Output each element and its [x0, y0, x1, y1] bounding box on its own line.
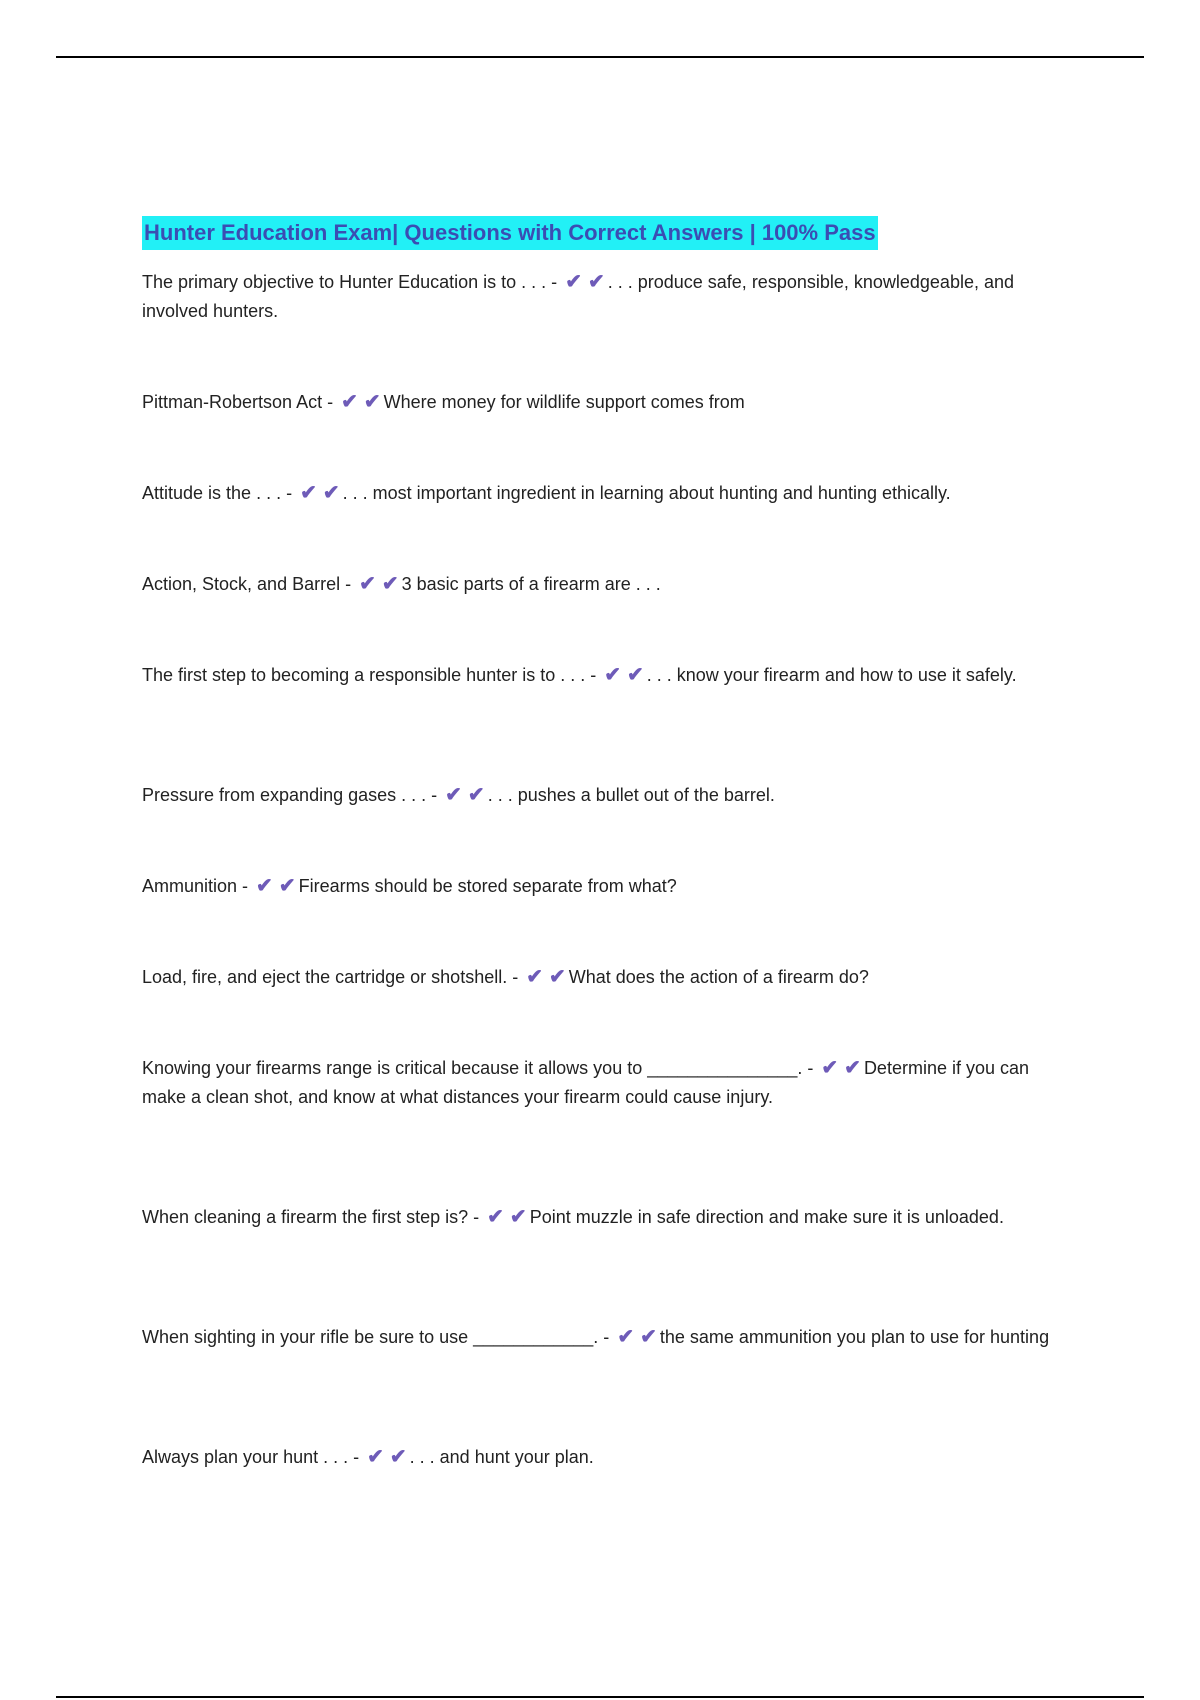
question-text: Ammunition -	[142, 876, 249, 896]
check-icon: ✔	[821, 1057, 839, 1079]
qa-item	[142, 570, 1062, 599]
check-icon: ✔	[844, 1057, 861, 1079]
qa-item	[142, 1203, 1062, 1232]
answer-text: . . . know your firearm and how to use it safely.	[646, 665, 1017, 685]
check-icon: ✔	[627, 664, 644, 686]
check-icon: ✔	[389, 1446, 407, 1468]
question-text: Load, fire, and eject the cartridge or shotshell. -	[142, 967, 519, 987]
qa-list	[142, 268, 1062, 1472]
check-icon: ✔	[526, 966, 543, 988]
check-icon: ✔	[367, 1446, 384, 1468]
answer-text: Point muzzle in safe direction and make sure it is unloaded.	[529, 1207, 1004, 1227]
check-icon: ✔	[381, 573, 399, 595]
check-icon: ✔	[256, 875, 273, 897]
check-icon: ✔	[509, 1206, 527, 1228]
check-icon: ✔	[617, 1326, 635, 1348]
check-icon: ✔	[359, 573, 376, 595]
answer-text: . . . pushes a bullet out of the barrel.	[487, 785, 775, 805]
question-text: Attitude is the . . . -	[142, 483, 293, 503]
qa-item	[142, 661, 1062, 690]
question-text: The primary objective to Hunter Education is to . . . -	[142, 272, 558, 292]
check-icon: ✔	[604, 664, 621, 686]
answer-text: 3 basic parts of a firearm are . . .	[401, 574, 661, 594]
qa-item	[142, 1443, 1062, 1472]
answer-text: Determine if you can make a clean shot, and know at what distances your firearm could cause injury.	[142, 1058, 1030, 1107]
question-text: The first step to becoming a responsible hunter is to . . . -	[142, 665, 597, 685]
check-icon: ✔	[587, 271, 605, 293]
check-icon: ✔	[341, 391, 358, 413]
answer-text: Firearms should be stored separate from what?	[298, 876, 677, 896]
document-body	[142, 216, 1062, 1468]
check-icon: ✔	[549, 966, 566, 988]
page-top-rule	[56, 56, 1144, 58]
question-text: Action, Stock, and Barrel -	[142, 574, 352, 594]
check-icon: ✔	[487, 1206, 504, 1228]
check-icon: ✔	[445, 784, 462, 806]
qa-item	[142, 1054, 1062, 1112]
check-icon: ✔	[640, 1326, 657, 1348]
question-text: When sighting in your rifle be sure to use ____________. -	[142, 1327, 610, 1347]
answer-text: What does the action of a firearm do?	[568, 967, 869, 987]
question-text: Pittman-Robertson Act -	[142, 392, 334, 412]
question-text: When cleaning a firearm the first step is? -	[142, 1207, 480, 1227]
qa-item	[142, 781, 1062, 810]
question-text: Knowing your firearms range is critical because it allows you to _______________. -	[142, 1058, 814, 1078]
answer-text: . . . produce safe, responsible, knowledgeable, and involved hunters.	[142, 272, 1014, 321]
check-icon: ✔	[322, 482, 340, 504]
qa-item	[142, 1323, 1062, 1352]
qa-item	[142, 872, 1062, 901]
answer-text: the same ammunition you plan to use for hunting	[659, 1327, 1050, 1347]
document-title: Hunter Education Exam| Questions with Correct Answers | 100% Pass	[142, 216, 878, 250]
answer-text: Where money for wildlife support comes from	[383, 392, 745, 412]
check-icon: ✔	[278, 875, 296, 897]
check-icon: ✔	[363, 391, 381, 413]
qa-item	[142, 388, 1062, 417]
qa-item	[142, 963, 1062, 992]
page-bottom-rule	[56, 1696, 1144, 1698]
answer-text: . . . and hunt your plan.	[409, 1447, 594, 1467]
question-text: Pressure from expanding gases . . . -	[142, 785, 438, 805]
qa-item	[142, 479, 1062, 508]
check-icon: ✔	[565, 271, 582, 293]
question-text: Always plan your hunt . . . -	[142, 1447, 360, 1467]
qa-item	[142, 268, 1062, 326]
check-icon: ✔	[300, 482, 317, 504]
check-icon: ✔	[467, 784, 485, 806]
answer-text: . . . most important ingredient in learning about hunting and hunting ethically.	[342, 483, 951, 503]
